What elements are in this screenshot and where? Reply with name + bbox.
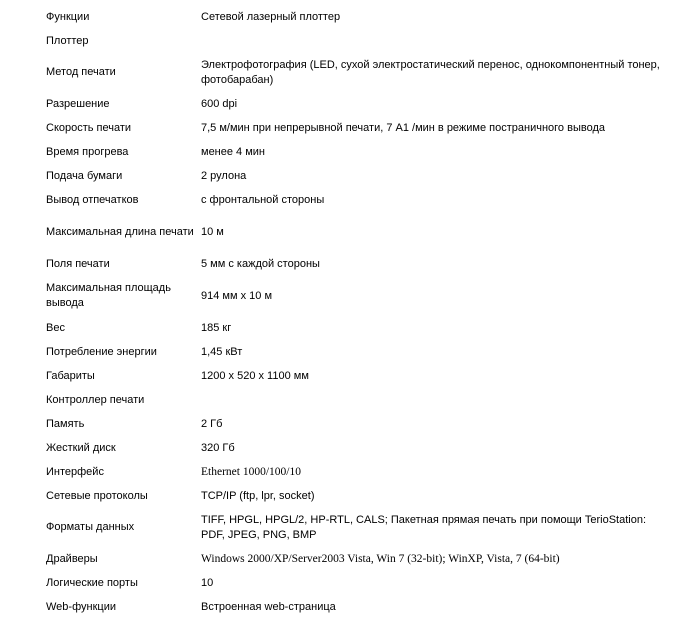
spec-label: Функции bbox=[46, 10, 90, 23]
spec-row-interface bbox=[0, 460, 684, 484]
spec-row-dimensions bbox=[0, 364, 684, 388]
spec-row-margins bbox=[0, 252, 684, 276]
spec-value: 600 dpi bbox=[201, 97, 238, 110]
spec-value: 10 м bbox=[201, 225, 224, 238]
spec-label: Максимальная площадь вывода bbox=[46, 282, 171, 309]
spec-label: Подача бумаги bbox=[46, 169, 123, 182]
spec-value: 1200 х 520 х 1100 мм bbox=[201, 369, 309, 382]
spec-label: Потребление энергии bbox=[46, 345, 157, 358]
spec-label: Максимальная длина печати bbox=[46, 225, 194, 238]
spec-value: TIFF, HPGL, HPGL/2, HP-RTL, CALS; Пакетная прямая печать при помощи TerioStation: PDF, JPEG, PNG, BMP bbox=[201, 513, 647, 541]
spec-label: Интерфейс bbox=[46, 465, 104, 478]
spec-value: 2 рулона bbox=[201, 169, 247, 182]
spec-row-drivers bbox=[0, 547, 684, 571]
spec-value: менее 4 мин bbox=[201, 145, 266, 158]
spec-row-resolution bbox=[0, 92, 684, 116]
spec-section-controller bbox=[0, 388, 684, 412]
spec-label: Web-функции bbox=[46, 600, 116, 613]
spec-row-logical-ports bbox=[0, 571, 684, 595]
spec-value: 914 мм х 10 м bbox=[201, 289, 273, 302]
spec-label: Вывод отпечатков bbox=[46, 193, 139, 206]
spec-row-print-speed bbox=[0, 116, 684, 140]
spec-row-memory bbox=[0, 412, 684, 436]
spec-value: 5 мм с каждой стороны bbox=[201, 257, 320, 270]
spec-row-weight bbox=[0, 316, 684, 340]
spec-value: Электрофотография (LED, сухой электростатический перенос, однокомпонентный тонер, фотобарабан) bbox=[201, 58, 660, 86]
spec-row-hdd bbox=[0, 436, 684, 460]
spec-label: Логические порты bbox=[46, 576, 138, 589]
spec-row-power bbox=[0, 340, 684, 364]
spec-value: 185 кг bbox=[201, 321, 232, 334]
spec-row-paper-feed bbox=[0, 164, 684, 188]
spec-row-print-method bbox=[0, 53, 684, 92]
spec-value: Встроенная web-страница bbox=[201, 600, 336, 613]
spec-value: 1,45 кВт bbox=[201, 345, 243, 358]
spec-value: 10 bbox=[201, 576, 214, 589]
spec-row-max-length bbox=[0, 212, 684, 252]
section-heading: Контроллер печати bbox=[46, 393, 145, 406]
spec-label: Скорость печати bbox=[46, 121, 132, 134]
spec-row-warmup bbox=[0, 140, 684, 164]
spec-label: Время прогрева bbox=[46, 145, 129, 158]
spec-value: Ethernet 1000/100/10 bbox=[201, 465, 301, 478]
section-heading: Плоттер bbox=[46, 34, 89, 47]
spec-row-protocols bbox=[0, 484, 684, 508]
spec-value: 320 Гб bbox=[201, 441, 235, 454]
spec-label: Вес bbox=[46, 321, 65, 334]
spec-label: Жесткий диск bbox=[46, 441, 116, 454]
spec-value: 2 Гб bbox=[201, 417, 223, 430]
spec-row-functions bbox=[0, 5, 684, 29]
spec-label: Габариты bbox=[46, 369, 95, 382]
spec-table bbox=[0, 5, 684, 619]
spec-row-data-formats bbox=[0, 508, 684, 547]
spec-label: Поля печати bbox=[46, 257, 110, 270]
spec-label: Сетевые протоколы bbox=[46, 489, 148, 502]
spec-row-web-functions bbox=[0, 595, 684, 619]
spec-label: Драйверы bbox=[46, 552, 98, 565]
spec-value: с фронтальной стороны bbox=[201, 193, 325, 206]
spec-label: Разрешение bbox=[46, 97, 110, 110]
spec-label: Метод печати bbox=[46, 66, 116, 78]
spec-label: Форматы данных bbox=[46, 521, 135, 533]
spec-row-max-area bbox=[0, 276, 684, 316]
spec-value: Windows 2000/XP/Server2003 Vista, Win 7 (32-bit); WinXP, Vista, 7 (64-bit) bbox=[201, 552, 560, 565]
spec-row-output bbox=[0, 188, 684, 212]
spec-section-plotter bbox=[0, 29, 684, 53]
spec-value: Сетевой лазерный плоттер bbox=[201, 10, 341, 23]
spec-value: TCP/IP (ftp, lpr, socket) bbox=[201, 489, 315, 502]
spec-label: Память bbox=[46, 417, 85, 430]
spec-value: 7,5 м/мин при непрерывной печати, 7 A1 /мин в режиме постраничного вывода bbox=[201, 121, 605, 134]
